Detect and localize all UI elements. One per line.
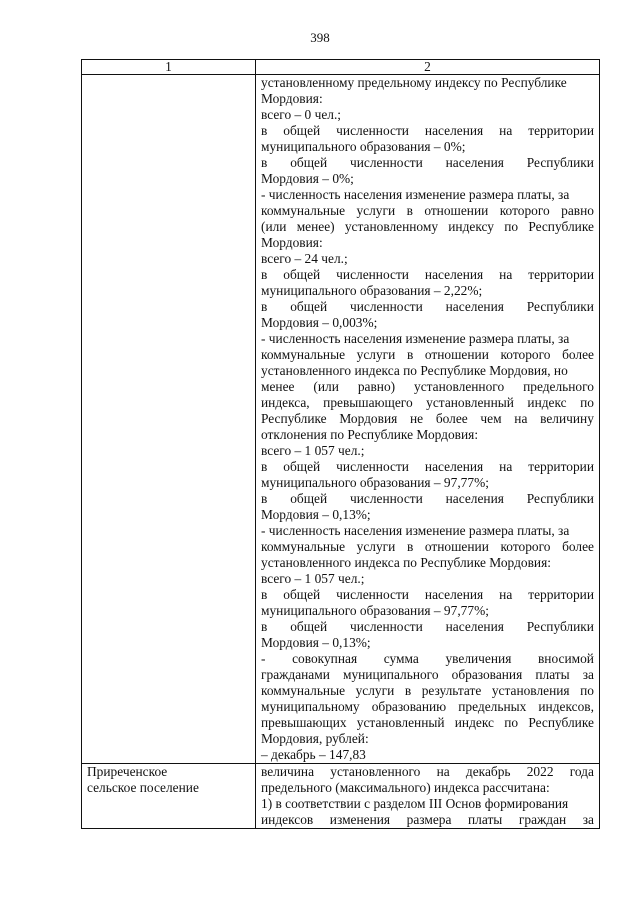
text-line: [261, 123, 594, 139]
text-line: всего – 0 чел.;: [261, 107, 342, 122]
word: Республики: [526, 491, 594, 506]
word: гражданами: [261, 667, 330, 682]
table-row: [82, 764, 600, 829]
word: в: [261, 299, 268, 314]
word: которого: [500, 347, 551, 362]
text-line: муниципального образования – 0%;: [261, 139, 466, 154]
text-line: [261, 715, 594, 731]
text-line: всего – 24 чел.;: [261, 251, 348, 266]
text-line: [261, 155, 594, 171]
word: на: [436, 764, 450, 779]
word: территории: [528, 267, 594, 282]
word: общей: [290, 155, 328, 170]
word: общей: [283, 123, 321, 138]
word: образования: [451, 667, 523, 682]
word: территории: [528, 587, 594, 602]
text-line: всего – 1 057 чел.;: [261, 571, 365, 586]
word: в: [406, 347, 414, 362]
word: населения: [424, 123, 484, 138]
text-line: [261, 619, 594, 635]
text-line: [261, 667, 594, 683]
text-line: - численность населения изменение размера платы, за: [261, 187, 570, 202]
word: индексов: [261, 812, 314, 827]
text-line: [261, 587, 594, 603]
word: численности: [349, 299, 423, 314]
text-line: Мордовия – 0,13%;: [261, 635, 371, 650]
description-cell: [256, 764, 600, 829]
word: в: [261, 619, 268, 634]
word: установленный: [356, 715, 445, 730]
word: равно): [357, 379, 396, 394]
word: на: [499, 587, 513, 602]
text-line: Мордовия – 0,003%;: [261, 315, 378, 330]
word: превышающих: [261, 715, 347, 730]
text-line: Мордовия, рублей:: [261, 731, 369, 746]
word: в: [261, 491, 268, 506]
word: в: [404, 683, 412, 698]
word: установленного: [414, 379, 505, 394]
word: общей: [283, 267, 321, 282]
word: за: [582, 667, 594, 682]
municipality-cell-empty: [82, 75, 256, 764]
text-line: [261, 491, 594, 507]
text-line: [261, 812, 594, 828]
text-line: [261, 411, 594, 427]
text-line: [261, 267, 594, 283]
word: граждан: [518, 812, 567, 827]
text-line: Мордовия:: [261, 235, 323, 250]
word: на: [499, 459, 513, 474]
word: коммунальные: [261, 683, 346, 698]
text-line: предельного (максимального) индекса рассчитана:: [261, 780, 550, 795]
text-line: установленного индекса по Республике Мордовия, но: [261, 363, 568, 378]
word: превышающего: [323, 395, 413, 410]
word: численности: [336, 459, 409, 474]
word: по: [580, 395, 594, 410]
word: установленного: [330, 764, 421, 779]
word: численности: [336, 123, 409, 138]
word: результате: [421, 683, 482, 698]
text-line: муниципального образования – 97,77%;: [261, 475, 489, 490]
word: отношении: [424, 203, 489, 218]
text-line: установленному предельному индексу по Республике: [261, 75, 567, 90]
text-line: [261, 539, 594, 555]
word: населения: [445, 299, 504, 314]
description-cell: [256, 75, 600, 764]
word: менее): [296, 219, 335, 234]
word: общей: [283, 459, 321, 474]
word: платы: [535, 667, 570, 682]
text-line: [261, 395, 594, 411]
text-line: Мордовия:: [261, 91, 323, 106]
text-line: муниципального образования – 97,77%;: [261, 603, 489, 618]
word: индексу: [448, 219, 494, 234]
word: отношении: [424, 539, 489, 554]
word: коммунальные: [261, 347, 346, 362]
word: предельных: [458, 699, 527, 714]
word: года: [569, 764, 594, 779]
word: населения: [445, 491, 504, 506]
text-line: Мордовия – 0%;: [261, 171, 354, 186]
word: вносимой: [537, 651, 594, 666]
word: общей: [290, 491, 328, 506]
word: (или: [261, 219, 287, 234]
text-line: - численность населения изменение размера платы, за: [261, 523, 570, 538]
word: услуги: [355, 683, 395, 698]
word: индекса,: [261, 395, 310, 410]
word: -: [261, 651, 266, 666]
word: населения: [445, 155, 504, 170]
text-line: всего – 1 057 чел.;: [261, 443, 365, 458]
text-line: муниципального образования – 2,22%;: [261, 283, 483, 298]
word: Республике: [261, 411, 327, 426]
word: индекс: [527, 395, 567, 410]
word: на: [499, 267, 513, 282]
word: Республике: [528, 219, 594, 234]
word: установленный: [426, 395, 514, 410]
document-table: [81, 59, 600, 829]
word: которого: [499, 203, 550, 218]
word: отношении: [424, 347, 489, 362]
text-line: [261, 459, 594, 475]
text-line: [261, 219, 594, 235]
text-line: 1) в соответствии с разделом III Основ формирования: [261, 796, 569, 811]
column-header-2: 2: [256, 60, 600, 75]
word: муниципального: [342, 667, 439, 682]
word: услуги: [356, 539, 396, 554]
word: в: [261, 267, 268, 282]
text-line: [261, 299, 594, 315]
word: установленному: [344, 219, 439, 234]
word: в: [406, 539, 414, 554]
word: Республики: [526, 619, 594, 634]
word: не: [409, 411, 424, 426]
text-line: [261, 764, 594, 780]
word: услуги: [356, 203, 396, 218]
word: по: [504, 715, 519, 730]
word: общей: [283, 587, 321, 602]
word: образованию: [371, 699, 447, 714]
text-line: - численность населения изменение размера платы, за: [261, 331, 570, 346]
word: численности: [349, 155, 423, 170]
word: численности: [336, 587, 409, 602]
word: (или: [313, 379, 339, 394]
word: более: [435, 411, 468, 426]
word: которого: [500, 539, 551, 554]
word: чем: [480, 411, 502, 426]
word: на: [499, 123, 513, 138]
text-line: [261, 699, 594, 715]
word: менее: [261, 379, 295, 394]
text-line: отклонения по Республике Мордовия:: [261, 427, 479, 442]
word: сумма: [383, 651, 419, 666]
word: общей: [290, 299, 328, 314]
word: индекс: [454, 715, 494, 730]
word: численности: [336, 267, 409, 282]
municipality-cell: [82, 764, 256, 829]
word: совокупная: [292, 651, 358, 666]
word: 2022: [526, 764, 554, 779]
word: коммунальные: [261, 539, 346, 554]
word: Республике: [528, 715, 594, 730]
word: платы: [468, 812, 503, 827]
word: населения: [424, 459, 484, 474]
word: в: [261, 459, 268, 474]
word: Мордовия: [339, 411, 398, 426]
word: общей: [290, 619, 328, 634]
text-line: установленного индекса по Республике Мордовия:: [261, 555, 551, 570]
word: населения: [424, 587, 484, 602]
municipality-name-line: сельское поселение: [87, 780, 199, 795]
word: населения: [424, 267, 484, 282]
word: увеличения: [445, 651, 512, 666]
municipality-name-line: Приреченское: [87, 764, 168, 779]
text-line: [261, 683, 594, 699]
word: муниципальному: [261, 699, 360, 714]
text-line: [261, 379, 594, 395]
word: декабрь: [465, 764, 511, 779]
word: величину: [540, 411, 594, 426]
word: в: [261, 155, 268, 170]
word: предельного: [523, 379, 594, 394]
word: Республики: [526, 155, 594, 170]
word: изменения: [329, 812, 391, 827]
word: равно: [561, 203, 594, 218]
text-line: Мордовия – 0,13%;: [261, 507, 371, 522]
text-line: [261, 203, 594, 219]
word: в: [261, 587, 268, 602]
word: коммунальные: [261, 203, 346, 218]
word: услуги: [356, 347, 396, 362]
text-line: [261, 651, 594, 667]
word: по: [580, 683, 594, 698]
word: численности: [349, 619, 423, 634]
word: территории: [528, 459, 594, 474]
word: величина: [261, 764, 315, 779]
word: установления: [491, 683, 570, 698]
table-row: [82, 75, 600, 764]
word: Республики: [526, 299, 594, 314]
page-number: 398: [310, 30, 330, 45]
table-header-row: [82, 60, 600, 75]
word: размера: [406, 812, 452, 827]
text-line: [261, 347, 594, 363]
word: индексов,: [538, 699, 594, 714]
column-header-1: 1: [82, 60, 256, 75]
word: более: [562, 347, 594, 362]
word: в: [406, 203, 413, 218]
word: более: [562, 539, 594, 554]
word: численности: [349, 491, 423, 506]
word: в: [261, 123, 268, 138]
text-line: – декабрь – 147,83: [261, 747, 366, 762]
word: по: [504, 219, 519, 234]
word: территории: [528, 123, 594, 138]
word: за: [582, 812, 594, 827]
word: на: [514, 411, 528, 426]
word: населения: [445, 619, 504, 634]
